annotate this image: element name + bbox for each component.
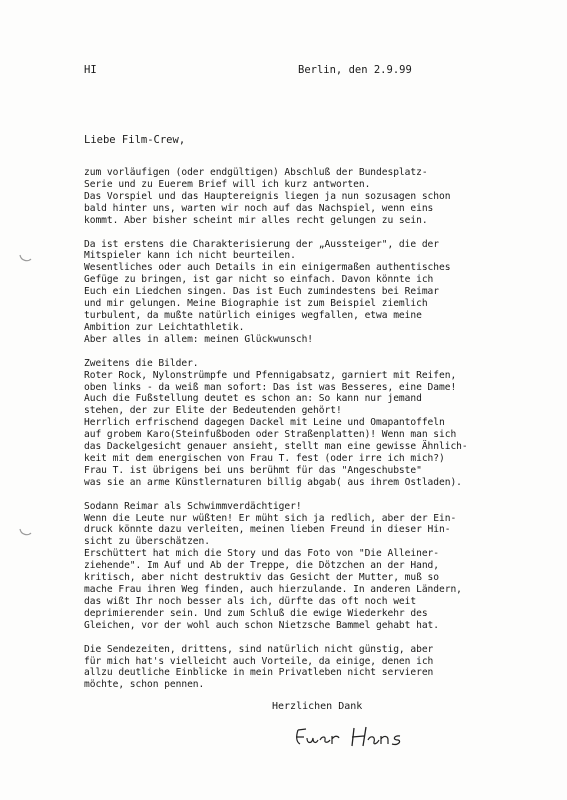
- text-line: möchte, schon pennen.: [84, 679, 205, 691]
- text-line: Da ist erstens die Charakterisierung der „Aussteiger", die der: [84, 238, 440, 250]
- text-line: für mich hat's vielleicht auch Vorteile, da einige, denen ich: [84, 655, 434, 667]
- text-line: Aber alles in allem: meinen Glückwunsch!: [84, 333, 314, 345]
- salutation: Liebe Film-Crew,: [84, 134, 186, 146]
- text-line: Herrlich erfrischend dagegen Dackel mit Leine und Omapantoffeln: [84, 417, 445, 429]
- text-line: Die Sendezeiten, drittens, sind natürlich nicht günstig, aber: [84, 643, 434, 655]
- text-line: Euch ein Liedchen singen. Das ist Euch zumindestens bei Reimar: [84, 286, 440, 298]
- text-line: Wenn die Leute nur wüßten! Er müht sich ja redlich, aber der Ein-: [84, 512, 457, 524]
- text-line: mache Frau ihren Weg finden, auch hierzulande. In anderen Ländern,: [84, 584, 462, 595]
- punch-hole-mark: [18, 253, 32, 263]
- letter-paragraph: [84, 644, 554, 692]
- text-line: ziehende". Im Auf und Ab der Treppe, die Dötzchen an der Hand,: [84, 560, 440, 572]
- text-line: Erschüttert hat mich die Story und das Foto von "Die Alleiner-: [84, 548, 440, 560]
- text-line: bald hinter uns, warten wir noch auf das Nachspiel, wenn eins: [84, 202, 434, 214]
- text-line: stehen, der zur Elite der Bedeutenden gehört!: [84, 405, 342, 417]
- text-line: Frau T. ist übrigens bei uns berühmt für das "Angeschubste": [84, 464, 422, 476]
- text-line: Gefüge zu bringen, ist gar nicht so einfach. Davon könnte ich: [84, 274, 434, 286]
- text-line: Auch die Fußstellung deutet es schon an: So kann nur jemand: [84, 393, 422, 405]
- text-line: was sie an arme Künstlernaturen billig abgab( aus ihrem Ostladen).: [84, 476, 462, 488]
- text-line: das wißt Ihr noch besser als ich, dürfte das oft noch weit: [84, 595, 417, 607]
- letter-paragraph: [84, 167, 554, 227]
- closing-line: Herzlichen Dank: [272, 701, 363, 712]
- punch-hole-mark: [18, 527, 32, 537]
- text-line: und mir gelungen. Meine Biographie ist zum Beispiel ziemlich: [84, 298, 428, 310]
- handwritten-signature: [292, 722, 412, 758]
- text-line: Serie und zu Euerem Brief will ich kurz antworten.: [84, 178, 371, 190]
- place-and-date: Berlin, den 2.9.99: [298, 64, 412, 76]
- letter-body: [84, 167, 554, 703]
- text-line: Wesentliches oder auch Details in ein einigermaßen authentisches: [84, 262, 451, 274]
- text-line: turbulent, da mußte natürlich einiges wegfallen, etwa meine: [84, 309, 422, 321]
- text-line: oben links - da weiß man sofort: Das ist was Besseres, eine Dame!: [84, 381, 457, 393]
- sender-initials: HI: [84, 64, 97, 76]
- text-line: keit mit dem energischen von Frau T. fest (oder irre ich mich?): [84, 452, 445, 464]
- text-line: Roter Rock, Nylonstrümpfe und Pfennigabsatz, garniert mit Reifen,: [84, 369, 457, 381]
- text-line: Mitspieler kann ich nicht beurteilen.: [84, 250, 296, 262]
- text-line: allzu deutliche Einblicke in mein Privatleben nicht servieren: [84, 667, 434, 679]
- text-line: deprimierender sein. Und zum Schluß die ewige Wiederkehr des: [84, 607, 428, 619]
- text-line: kritisch, aber nicht destruktiv das Gesicht der Mutter, muß so: [84, 572, 440, 584]
- text-line: auf grobem Karo(Steinfußboden oder Straßenplatten)! Wenn man sich: [84, 429, 457, 441]
- text-line: Das Vorspiel und das Hauptereignis liegen ja nun sozusagen schon: [84, 190, 451, 202]
- text-line: kommt. Aber bisher scheint mir alles recht gelungen zu sein.: [84, 214, 428, 226]
- text-line: Sodann Reimar als Schwimmverdächtiger!: [84, 500, 302, 512]
- letter-paragraph: [84, 239, 554, 346]
- text-line: das Dackelgesicht genauer ansieht, stellt man eine gewisse Ähnlich-: [84, 441, 468, 453]
- text-line: zum vorläufigen (oder endgültigen) Abschluß der Bundesplatz-: [84, 167, 428, 178]
- letter-paragraph: [84, 358, 554, 489]
- text-line: sicht zu überschätzen.: [84, 536, 210, 548]
- text-line: Gleichen, vor der wohl auch schon Nietzsche Bammel gehabt hat.: [84, 619, 440, 631]
- text-line: Ambition zur Leichtathletik.: [84, 321, 245, 333]
- text-line: Zweitens die Bilder.: [84, 357, 199, 369]
- letter-paragraph: [84, 501, 554, 632]
- text-line: druck könnte dazu verleiten, meinen lieben Freund in dieser Hin-: [84, 524, 451, 536]
